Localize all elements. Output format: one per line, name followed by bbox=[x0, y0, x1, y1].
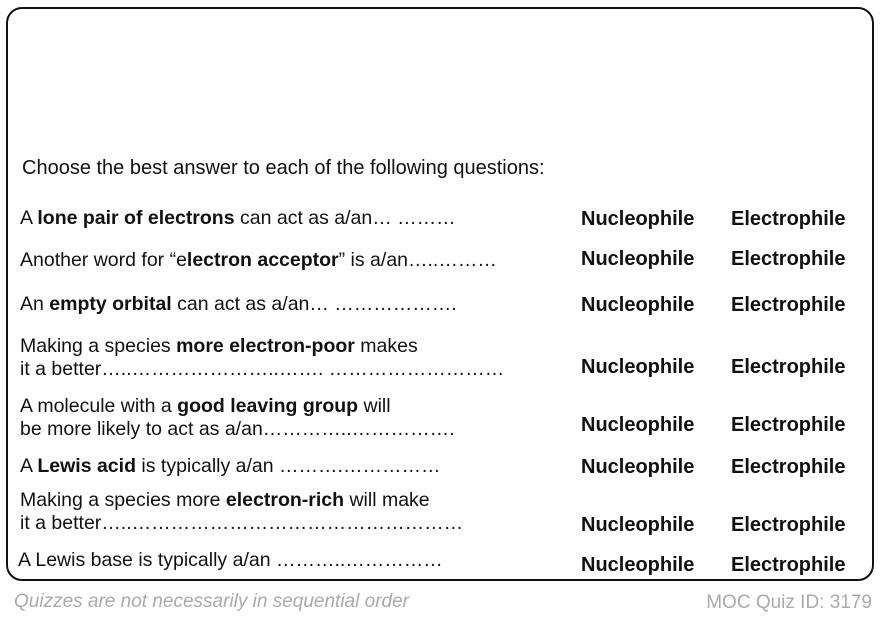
q1-nucleophile-option[interactable]: Nucleophile bbox=[581, 208, 695, 230]
question-6: A Lewis acid is typically a/an ……….…………… bbox=[20, 455, 441, 477]
question-8: A Lewis base is typically a/an ………..…………… bbox=[18, 549, 443, 571]
quiz-id: MOC Quiz ID: 3179 bbox=[706, 592, 872, 613]
q4-nucleophile-option[interactable]: Nucleophile bbox=[581, 356, 695, 378]
q3-electrophile-option[interactable]: Electrophile bbox=[731, 294, 846, 316]
q5-electrophile-option[interactable]: Electrophile bbox=[731, 414, 846, 436]
q2-nucleophile-option[interactable]: Nucleophile bbox=[581, 248, 695, 270]
q8-electrophile-option[interactable]: Electrophile bbox=[731, 554, 846, 576]
question-4: Making a species more electron-poor makes it a better…..…………………..……. ……………………… bbox=[20, 335, 505, 380]
q6-electrophile-option[interactable]: Electrophile bbox=[731, 456, 846, 478]
q2-electrophile-option[interactable]: Electrophile bbox=[731, 248, 846, 270]
question-1: A lone pair of electrons can act as a/an… ……… bbox=[20, 207, 456, 229]
q7-nucleophile-option[interactable]: Nucleophile bbox=[581, 514, 695, 536]
q6-nucleophile-option[interactable]: Nucleophile bbox=[581, 456, 695, 478]
question-2: Another word for “electron acceptor” is a/an…..……… bbox=[20, 249, 497, 271]
q8-nucleophile-option[interactable]: Nucleophile bbox=[581, 554, 695, 576]
instructions: Choose the best answer to each of the following questions: bbox=[22, 157, 545, 179]
q7-electrophile-option[interactable]: Electrophile bbox=[731, 514, 846, 536]
footer-note: Quizzes are not necessarily in sequential order bbox=[14, 591, 409, 612]
question-3: An empty orbital can act as a/an… ………………. bbox=[20, 293, 457, 315]
q1-electrophile-option[interactable]: Electrophile bbox=[731, 208, 846, 230]
q5-nucleophile-option[interactable]: Nucleophile bbox=[581, 414, 695, 436]
q3-nucleophile-option[interactable]: Nucleophile bbox=[581, 294, 695, 316]
q4-electrophile-option[interactable]: Electrophile bbox=[731, 356, 846, 378]
question-7: Making a species more electron-rich will make it a better…..…………………………………………… bbox=[20, 489, 464, 534]
question-5: A molecule with a good leaving group will be more likely to act as a/an…………..……………. bbox=[20, 395, 455, 440]
